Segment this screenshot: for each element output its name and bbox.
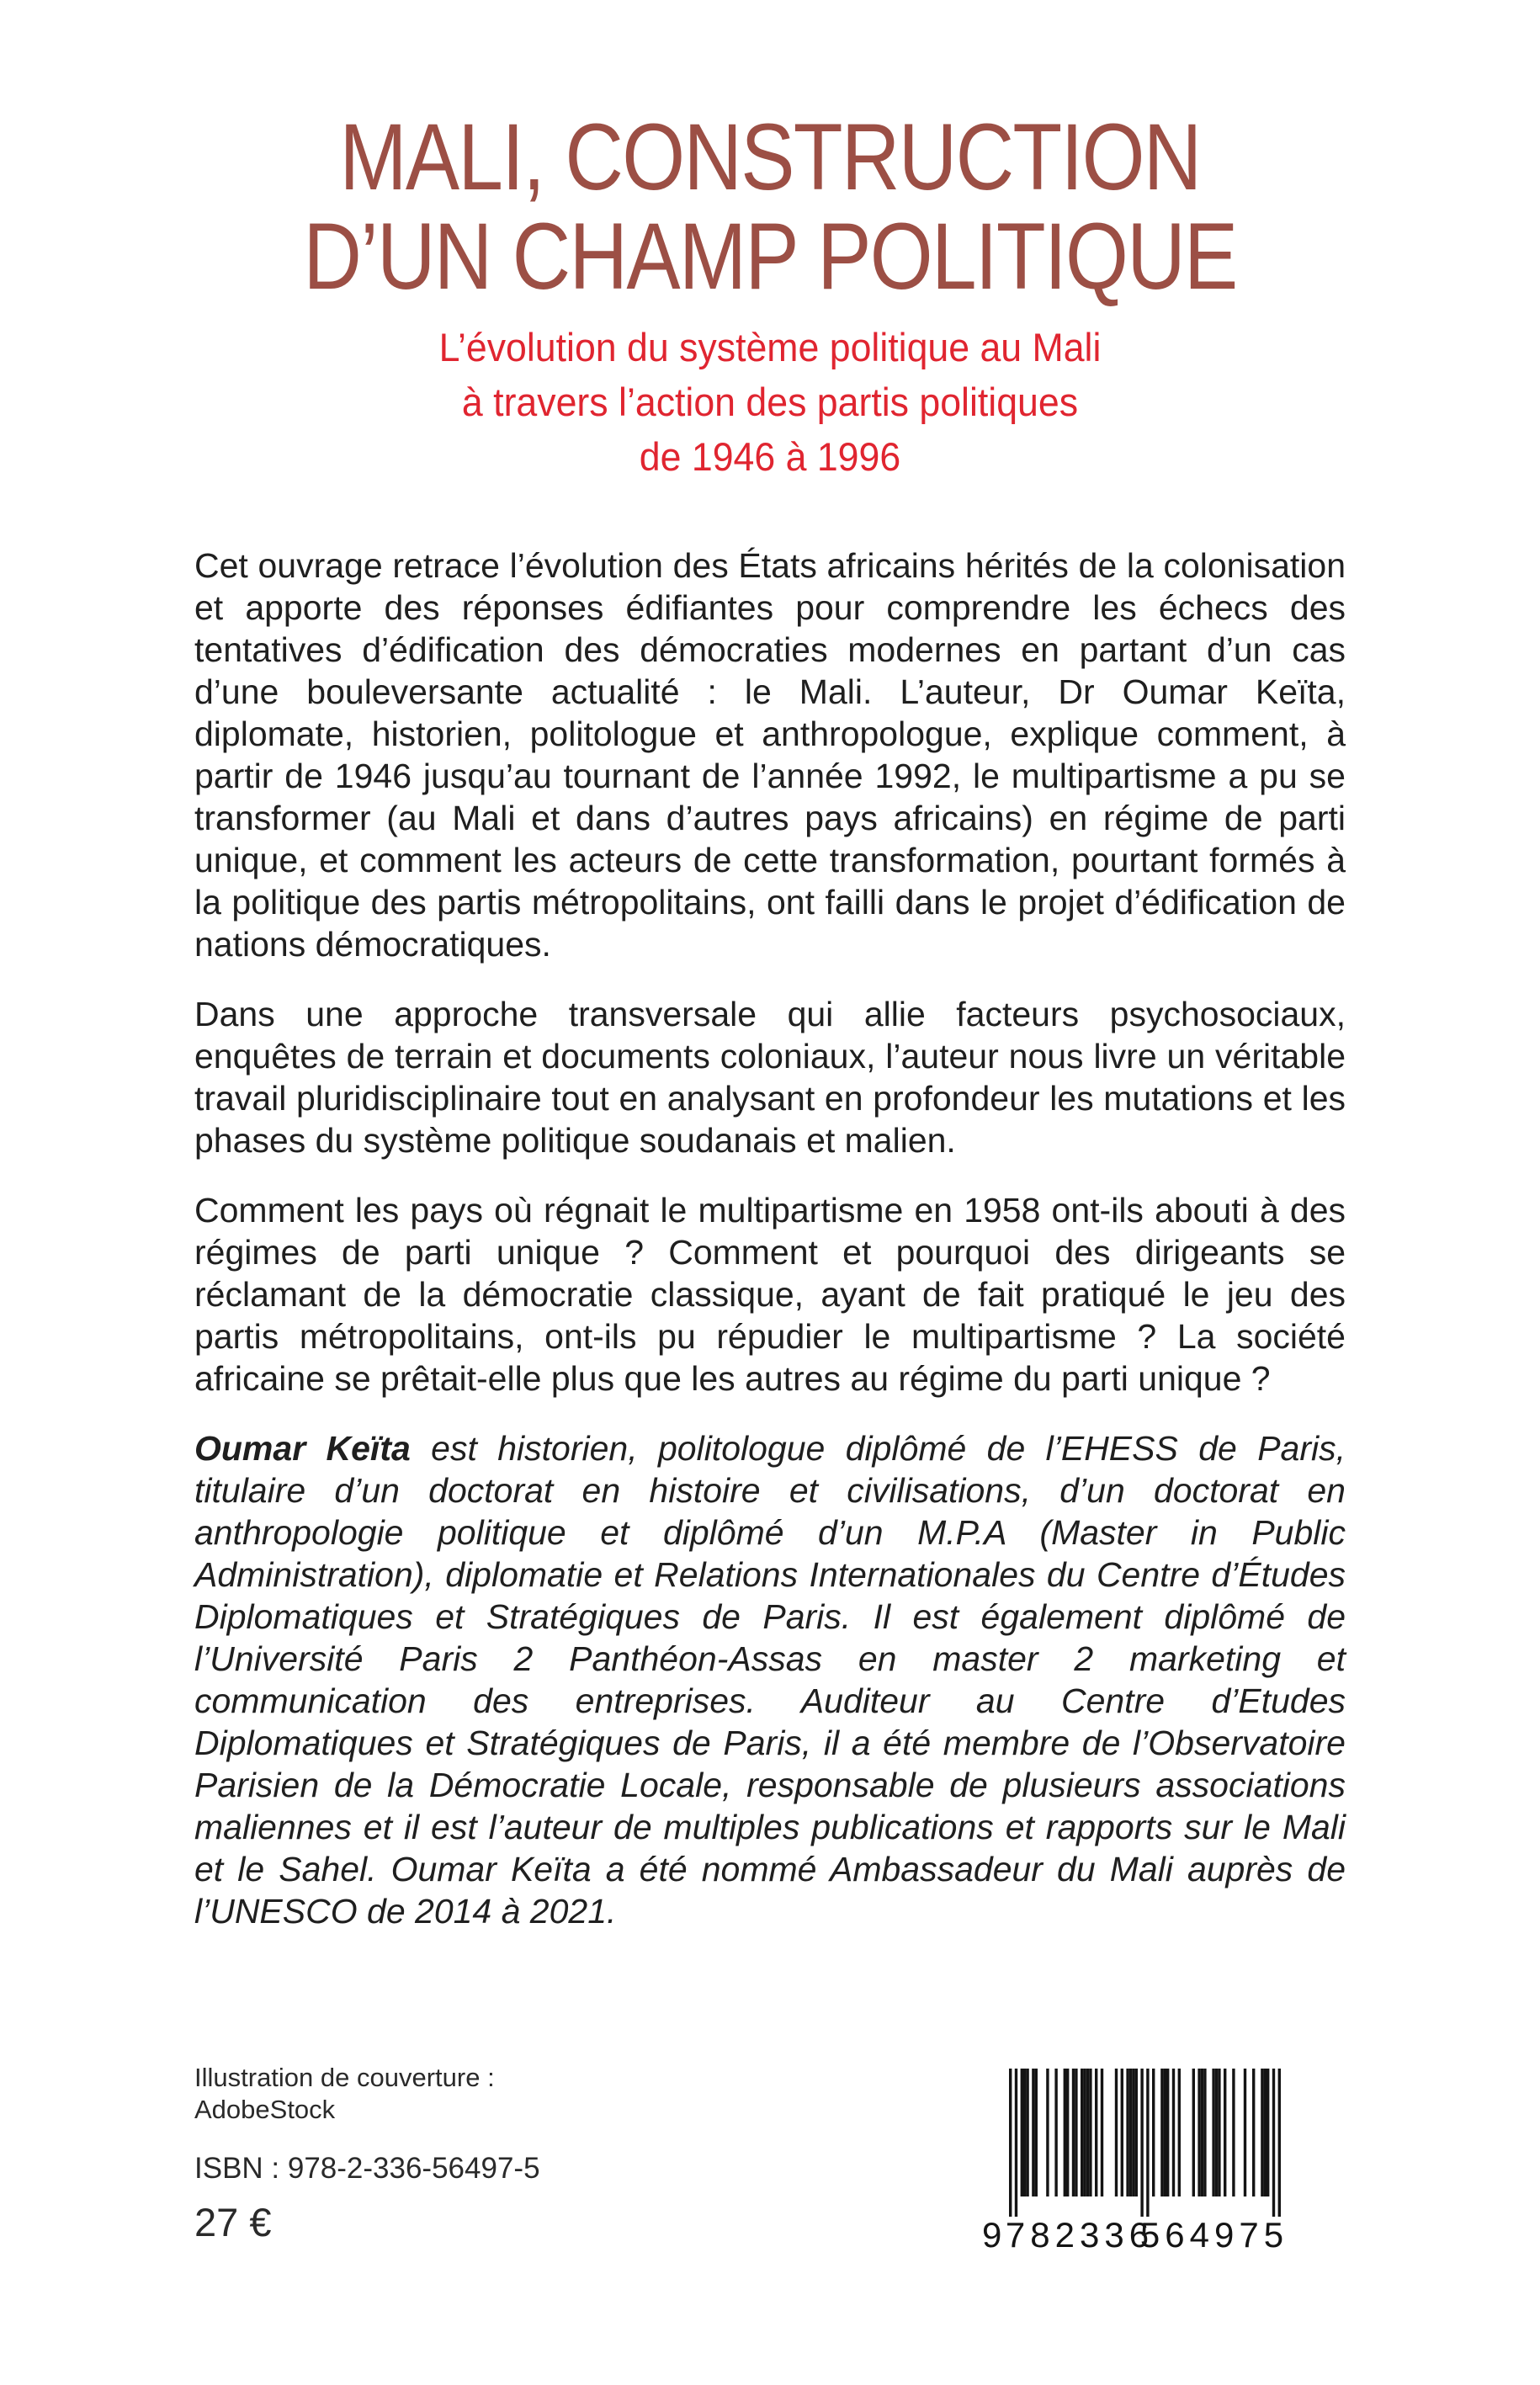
ean-barcode	[980, 2069, 1300, 2254]
title-line-1: MALI, CONSTRUCTION	[339, 104, 1201, 210]
synopsis-paragraph-1: Cet ouvrage retrace l’évolution des États africains hérités de la colonisation et apporte des réponses édifiantes pour comprendre les échecs des tentatives d’édification des démocraties modernes en partant d’un cas d’une bouleversante actualité : le Mali. L’auteur, Dr Oumar Keïta, diplomate, historien, politologue et anthropologue, explique comment, à partir de 1946 jusqu’au tournant de l’année 1992, le multipartisme a pu se transformer (au Mali et dans d’autres pays africains) en régime de parti unique, et comment les acteurs de cette transformation, pourtant formés à la politique des partis métropolitains, ont failli dans le projet d’édification de nations démocratiques.	[194, 546, 1346, 964]
barcode-digits-left: 782336	[1005, 2215, 1155, 2254]
back-cover-text	[194, 544, 1346, 1932]
title-line-2: D’UN CHAMP POLITIQUE	[303, 204, 1237, 309]
subtitle	[0, 320, 1540, 484]
price-text: 27 €	[194, 2200, 272, 2244]
author-bio	[194, 1427, 1346, 1932]
barcode-digit-first: 9	[982, 2215, 1002, 2254]
illustration-credit-line-2: AdobeStock	[194, 2095, 336, 2124]
author-name: Oumar Keïta	[194, 1429, 411, 1468]
barcode	[980, 2069, 1300, 2254]
page-title	[0, 0, 1540, 309]
synopsis-paragraph-2: Dans une approche transversale qui allie facteurs psychosociaux, enquêtes de terrain et documents coloniaux, l’auteur nous livre un véritable travail pluridisciplinaire tout en analysant en profondeur les mutations et les phases du système politique soudanais et malien.	[194, 995, 1346, 1160]
subtitle-line-2: à travers l’action des partis politiques	[461, 380, 1079, 424]
author-bio-text: est historien, politologue diplômé de l’EHESS de Paris, titulaire d’un doctorat en histoire et civilisations, d’un doctorat en anthropologie politique et diplômé d’un M.P.A (Master in Public Administration), diplomatie et Relations Internationales du Centre d’Études Diplomatiques et Stratégiques de Paris. Il est également diplômé de l’Université Paris 2 Panthéon-Assas en master 2 marketing et communication des entreprises. Auditeur au Centre d’Etudes Diplomatiques et Stratégiques de Paris, il a été membre de l’Observatoire Parisien de la Démocratie Locale, responsable de plusieurs associations maliennes et il est l’auteur de multiples publications et rapports sur le Mali et le Sahel. Oumar Keïta a été nommé Ambassadeur du Mali auprès de l’UNESCO de 2014 à 2021.	[194, 1429, 1346, 1931]
illustration-credit-line-1: Illustration de couverture :	[194, 2063, 495, 2092]
isbn-text: ISBN : 978-2-336-56497-5	[194, 2152, 540, 2185]
subtitle-line-1: L’évolution du système politique au Mali	[438, 325, 1102, 369]
synopsis-paragraph-3: Comment les pays où régnait le multipartisme en 1958 ont-ils abouti à des régimes de parti unique ? Comment et pourquoi des dirigeants se réclamant de la démocratie classique, ayant de fait pratiqué le jeu des partis métropolitains, ont-ils pu répudier le multipartisme ? La société africaine se prêtait-elle plus que les autres au régime du parti unique ?	[194, 1191, 1346, 1398]
credits-block	[194, 2062, 540, 2245]
barcode-digits-right: 564975	[1139, 2215, 1289, 2254]
subtitle-line-3: de 1946 à 1996	[639, 434, 901, 479]
